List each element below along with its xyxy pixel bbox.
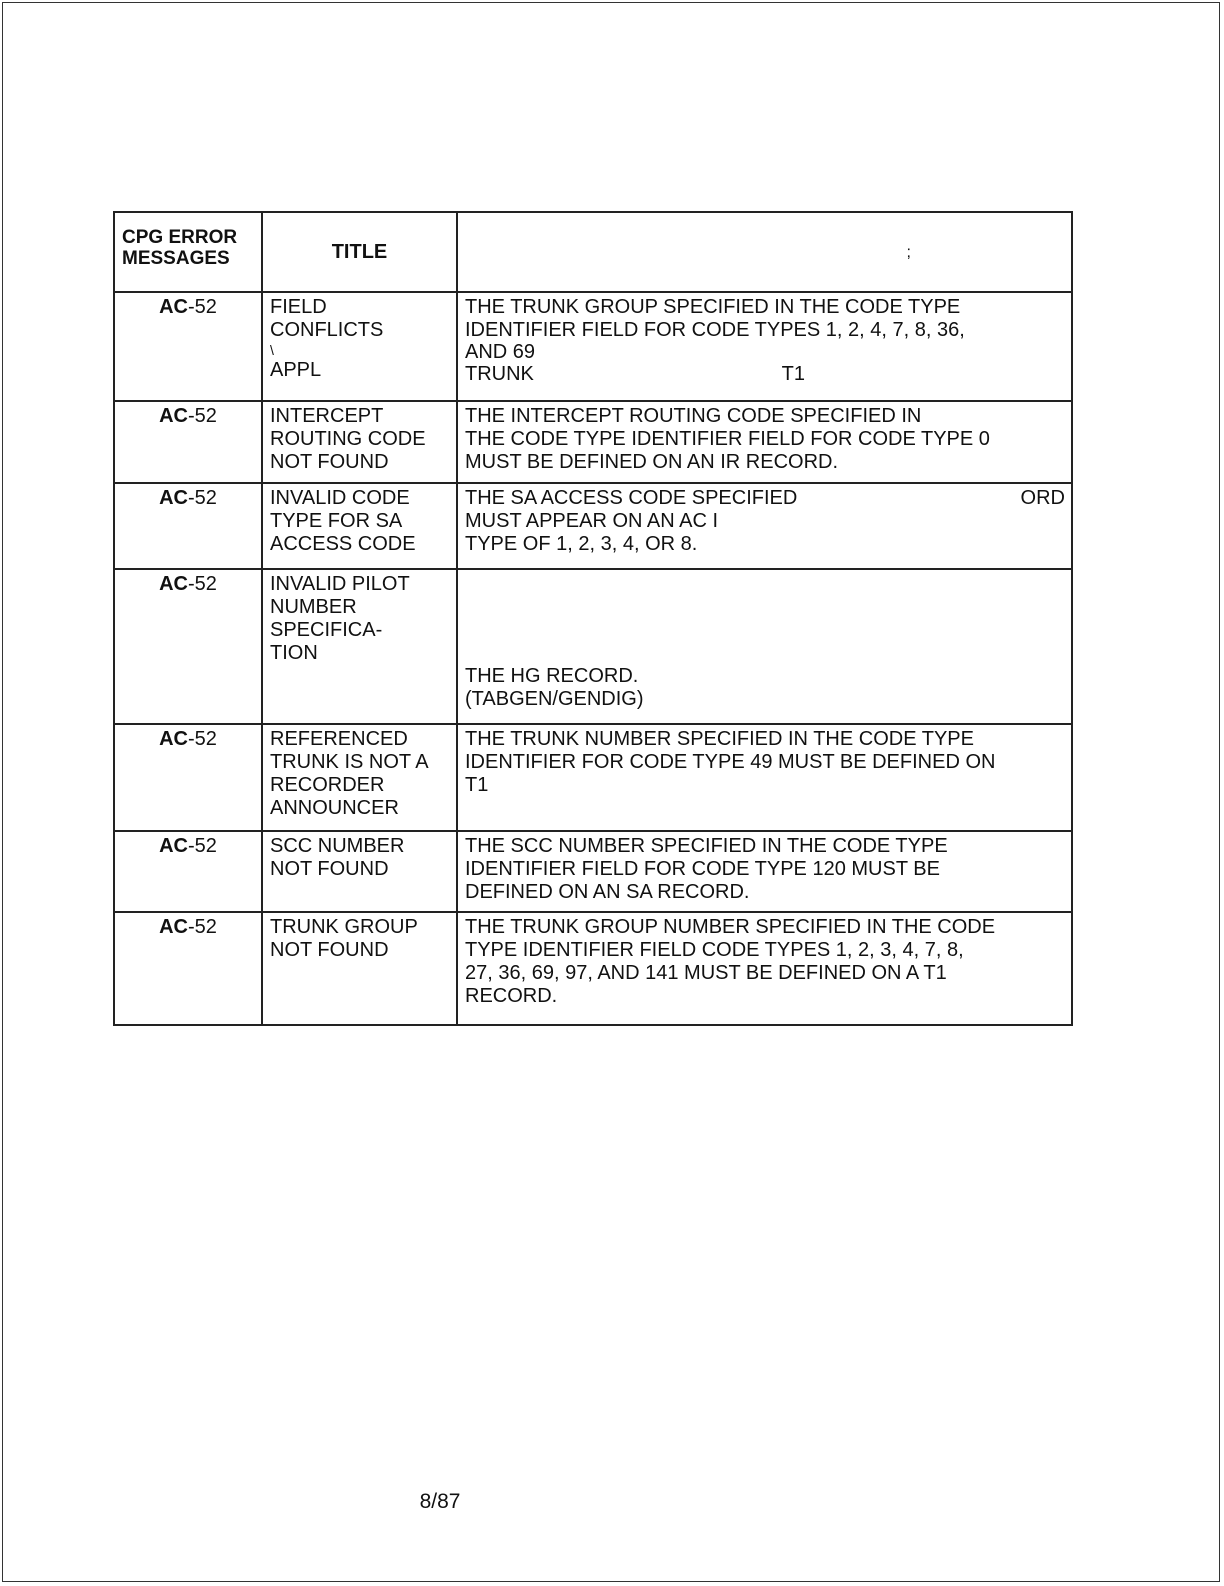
title-line: ACCESS CODE	[270, 533, 416, 555]
header-code-line-2: MESSAGES	[122, 248, 230, 269]
page-number: 8/87	[419, 1490, 461, 1513]
error-code-number: -52	[187, 487, 217, 509]
error-description	[457, 831, 1072, 912]
error-title	[262, 831, 457, 912]
header-cpg-error-messages	[114, 212, 262, 292]
title-line: RECORDER	[270, 774, 385, 796]
desc-line: TYPE IDENTIFIER FIELD CODE TYPES 1, 2, 3, 4, 7, 8,	[465, 939, 964, 961]
error-title	[262, 483, 457, 569]
title-line: CONFLICTS	[270, 319, 384, 341]
desc-line-pair	[465, 487, 1065, 510]
table-row	[114, 483, 1072, 569]
title-line: INVALID CODE	[270, 487, 410, 509]
error-title	[262, 912, 457, 1025]
error-code-number: -52	[187, 728, 217, 750]
error-code-prefix: AC	[159, 296, 188, 318]
desc-line: THE TRUNK GROUP NUMBER SPECIFIED IN THE CODE	[465, 916, 996, 938]
title-line: INTERCEPT	[270, 405, 384, 427]
desc-line: THE TRUNK GROUP SPECIFIED IN THE CODE TYPE	[465, 296, 961, 318]
desc-pair-left: THE SA ACCESS CODE SPECIFIED	[465, 487, 798, 509]
title-line: TRUNK IS NOT A	[270, 751, 429, 773]
desc-line: THE HG RECORD.	[465, 665, 639, 687]
error-description	[457, 401, 1072, 483]
desc-pair-left: TRUNK	[465, 363, 534, 385]
desc-line: THE INTERCEPT ROUTING CODE SPECIFIED IN	[465, 405, 922, 427]
title-line: FIELD	[270, 296, 327, 318]
error-title	[262, 724, 457, 831]
blank-space	[465, 619, 1065, 642]
desc-line: TYPE OF 1, 2, 3, 4, OR 8.	[465, 533, 698, 555]
blank-space	[465, 642, 1065, 665]
desc-line: IDENTIFIER FOR CODE TYPE 49 MUST BE DEFINED ON	[465, 751, 996, 773]
error-code-prefix: AC	[159, 405, 188, 427]
desc-line: IDENTIFIER FIELD FOR CODE TYPES 1, 2, 4, 7, 8, 36,	[465, 319, 965, 341]
title-line: SCC NUMBER	[270, 835, 405, 857]
desc-line: AND 69	[465, 341, 536, 363]
desc-line-pair	[465, 363, 1065, 386]
error-title	[262, 401, 457, 483]
title-line: INVALID PILOT	[270, 573, 410, 595]
desc-line: MUST APPEAR ON AN AC I	[465, 510, 719, 532]
error-title	[262, 569, 457, 724]
desc-line: THE CODE TYPE IDENTIFIER FIELD FOR CODE TYPE 0	[465, 428, 990, 450]
error-description	[457, 912, 1072, 1025]
error-description	[457, 292, 1072, 401]
table-row	[114, 569, 1072, 724]
header-code-line-1: CPG ERROR	[122, 227, 238, 248]
header-title: TITLE	[262, 212, 457, 292]
title-line: \	[270, 342, 274, 358]
error-description	[457, 483, 1072, 569]
error-code	[114, 292, 262, 401]
error-code-prefix: AC	[159, 916, 188, 938]
error-code-prefix: AC	[159, 728, 188, 750]
title-line: TION	[270, 642, 318, 664]
error-code	[114, 831, 262, 912]
title-line: APPL	[270, 359, 322, 381]
title-line: NOT FOUND	[270, 939, 389, 961]
title-line: ROUTING CODE	[270, 428, 426, 450]
desc-line: RECORD.	[465, 985, 558, 1007]
header-description: ;	[457, 212, 1072, 292]
desc-line: THE SCC NUMBER SPECIFIED IN THE CODE TYPE	[465, 835, 948, 857]
title-line: SPECIFICA-	[270, 619, 383, 641]
error-code-prefix: AC	[159, 835, 188, 857]
error-code-prefix: AC	[159, 573, 188, 595]
error-code-number: -52	[187, 405, 217, 427]
desc-pair-right: T1	[781, 363, 805, 385]
desc-line: THE TRUNK NUMBER SPECIFIED IN THE CODE TYPE	[465, 728, 974, 750]
desc-line: (TABGEN/GENDIG)	[465, 688, 644, 710]
table-row	[114, 292, 1072, 401]
desc-line: IDENTIFIER FIELD FOR CODE TYPE 120 MUST BE	[465, 858, 940, 880]
error-code-prefix: AC	[159, 487, 188, 509]
title-line: NOT FOUND	[270, 858, 389, 880]
error-description	[457, 724, 1072, 831]
error-messages-table	[113, 211, 1073, 1026]
table-row	[114, 912, 1072, 1025]
desc-pair-right: ORD	[1020, 487, 1065, 509]
title-line: NOT FOUND	[270, 451, 389, 473]
desc-line: T1	[465, 774, 489, 796]
table-header-row	[114, 212, 1072, 292]
title-line: ANNOUNCER	[270, 797, 399, 819]
title-line: TYPE FOR SA	[270, 510, 403, 532]
table-row	[114, 724, 1072, 831]
error-code-number: -52	[187, 573, 217, 595]
desc-line: DEFINED ON AN SA RECORD.	[465, 881, 750, 903]
desc-line: MUST BE DEFINED ON AN IR RECORD.	[465, 451, 839, 473]
title-line: REFERENCED	[270, 728, 408, 750]
error-code	[114, 483, 262, 569]
error-code-number: -52	[187, 916, 217, 938]
blank-space	[465, 573, 1065, 596]
title-line: NUMBER	[270, 596, 357, 618]
desc-line: 27, 36, 69, 97, AND 141 MUST BE DEFINED ON A T1	[465, 962, 947, 984]
table-row	[114, 401, 1072, 483]
error-description	[457, 569, 1072, 724]
error-title	[262, 292, 457, 401]
error-code	[114, 401, 262, 483]
error-code	[114, 724, 262, 831]
table-row	[114, 831, 1072, 912]
error-code	[114, 912, 262, 1025]
blank-space	[465, 596, 1065, 619]
error-code-number: -52	[187, 835, 217, 857]
title-line: TRUNK GROUP	[270, 916, 418, 938]
error-code-number: -52	[187, 296, 217, 318]
error-code	[114, 569, 262, 724]
